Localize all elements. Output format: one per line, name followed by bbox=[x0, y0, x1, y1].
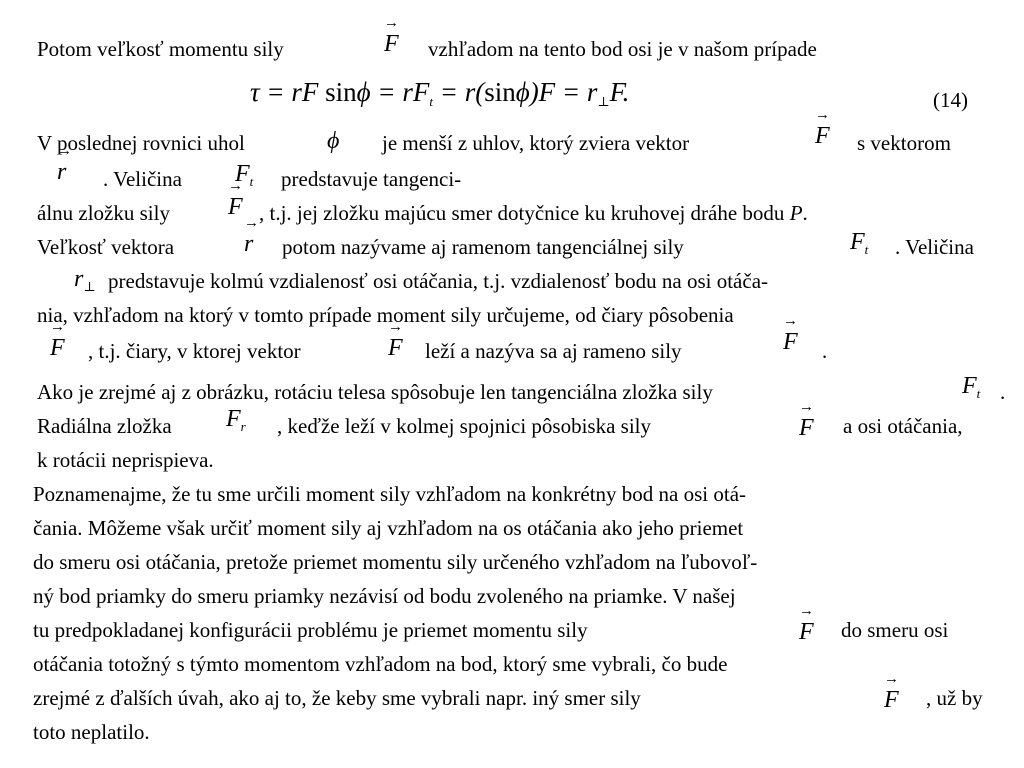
tangential-force-symbol bbox=[850, 228, 868, 256]
vector-f: → F bbox=[815, 122, 830, 150]
vector-f: → F bbox=[799, 414, 814, 442]
eq-part: = r( bbox=[432, 77, 485, 107]
text-line: predstavuje kolmú vzdialenosť osi otáčania, t.j. vzdialenosť bodu na osi otáča- bbox=[108, 269, 769, 293]
eq-part: ϕ)F = r bbox=[515, 77, 598, 107]
text-line: nia, vzhľadom na ktorý v tomto prípade moment sily určujeme, od čiary pôsobenia bbox=[37, 303, 734, 327]
eq-sin: sin bbox=[484, 77, 516, 107]
point-label: P bbox=[789, 201, 803, 225]
force-vector-symbol bbox=[388, 334, 403, 362]
text-line: Potom veľkosť momentu sily bbox=[37, 37, 284, 61]
symbol-subscript-t: t bbox=[976, 386, 981, 401]
perpendicular-radius-symbol bbox=[74, 265, 96, 293]
symbol-subscript-t: t bbox=[249, 174, 254, 189]
text-line: Radiálna zložka bbox=[37, 414, 172, 438]
vector-f: → F bbox=[50, 334, 65, 362]
eq-sin: sin bbox=[325, 77, 357, 107]
text-line: Ako je zrejmé aj z obrázku, rotáciu telesa spôsobuje len tangenciálna zložka sily bbox=[37, 380, 713, 404]
vector-f: → F bbox=[384, 30, 399, 58]
text-segment: . bbox=[802, 201, 808, 225]
force-vector-symbol bbox=[384, 30, 399, 58]
vector-f: → F bbox=[228, 193, 243, 221]
symbol-f: F bbox=[226, 406, 241, 432]
vector-f: → F bbox=[388, 334, 403, 362]
text-line: s vektorom bbox=[857, 131, 951, 155]
force-vector-symbol bbox=[799, 414, 814, 442]
text-line: Veľkosť vektora bbox=[37, 235, 175, 259]
text-line: čania. Môžeme však určiť moment sily aj vzhľadom na os otáčania ako jeho priemet bbox=[33, 516, 744, 540]
radius-vector-symbol bbox=[244, 230, 253, 258]
text-line bbox=[259, 201, 808, 225]
eq-part: τ = rF bbox=[250, 77, 326, 107]
text-line: , t.j. čiary, v ktorej vektor bbox=[88, 339, 301, 363]
text-line: V poslednej rovnici uhol bbox=[37, 131, 245, 155]
vector-f: → F bbox=[783, 328, 798, 356]
text-line: a osi otáčania, bbox=[843, 414, 963, 438]
text-segment: , t.j. jej zložku majúcu smer dotyčnice ku kruhovej dráhe bodu bbox=[259, 201, 785, 225]
text-line: do smeru osi bbox=[841, 618, 949, 642]
force-vector-symbol bbox=[799, 618, 814, 646]
text-line: , už by bbox=[926, 686, 983, 710]
symbol-f: F bbox=[962, 373, 977, 399]
text-line: k rotácii neprispieva. bbox=[37, 448, 214, 472]
force-vector-symbol bbox=[783, 328, 798, 356]
symbol-r: r bbox=[74, 266, 84, 292]
vector-f: → F bbox=[884, 686, 899, 714]
equation-number: (14) bbox=[933, 88, 968, 112]
text-line: je menší z uhlov, ktorý zviera vektor bbox=[382, 131, 690, 155]
text-line: potom nazývame aj ramenom tangenciálnej sily bbox=[282, 235, 684, 259]
text-line: zrejmé z ďalších úvah, ako aj to, že keby sme vybrali napr. iný smer sily bbox=[33, 686, 641, 710]
force-vector-symbol bbox=[884, 686, 899, 714]
vector-r: → r bbox=[57, 158, 66, 186]
radial-force-symbol bbox=[226, 405, 246, 433]
symbol-subscript-perp: ⊥ bbox=[83, 279, 96, 294]
text-line: predstavuje tangenci- bbox=[281, 167, 462, 191]
force-vector-symbol bbox=[228, 193, 243, 221]
text-line: do smeru osi otáčania, pretože priemet momentu sily určeného vzhľadom na ľubovoľ- bbox=[33, 550, 758, 574]
text-line: tu predpokladanej konfigurácii problému je priemet momentu sily bbox=[33, 618, 588, 642]
force-vector-symbol bbox=[50, 334, 65, 362]
eq-subscript: ⊥ bbox=[597, 94, 610, 109]
text-line: . Veličina bbox=[103, 167, 182, 191]
text-line: . bbox=[1000, 380, 1006, 404]
vector-r: → r bbox=[244, 230, 253, 258]
text-line: . bbox=[822, 339, 828, 363]
text-line: toto neplatilo. bbox=[33, 720, 150, 744]
text-line: ný bod priamky do smeru priamky nezávisí od bodu zvoleného na priamke. V našej bbox=[33, 584, 736, 608]
text-line: álnu zložku sily bbox=[37, 201, 170, 225]
symbol-subscript-t: t bbox=[864, 242, 869, 257]
angle-symbol: ϕ bbox=[327, 128, 340, 154]
text-line: vzhľadom na tento bod osi je v našom prípade bbox=[428, 37, 817, 61]
force-vector-symbol bbox=[815, 122, 830, 150]
vector-f: → F bbox=[799, 618, 814, 646]
text-line: . Veličina bbox=[895, 235, 974, 259]
tangential-force-symbol bbox=[962, 372, 980, 400]
text-line: leží a nazýva sa aj rameno sily bbox=[425, 339, 682, 363]
eq-part: ϕ = rF bbox=[356, 77, 430, 107]
torque-equation bbox=[250, 76, 629, 108]
symbol-subscript-r: r bbox=[240, 419, 246, 434]
radius-vector-symbol bbox=[57, 158, 66, 186]
symbol-f: F bbox=[235, 161, 250, 187]
text-line: Poznamenajme, že tu sme určili moment sily vzhľadom na konkrétny bod na osi otá- bbox=[33, 482, 747, 506]
text-line: otáčania totožný s týmto momentom vzhľadom na bod, ktorý sme vybrali, čo bude bbox=[33, 652, 728, 676]
text-line: , keďže leží v kolmej spojnici pôsobiska sily bbox=[277, 414, 652, 438]
symbol-f: F bbox=[850, 229, 865, 255]
eq-part: F. bbox=[609, 77, 630, 107]
eq-subscript: t bbox=[429, 94, 433, 109]
